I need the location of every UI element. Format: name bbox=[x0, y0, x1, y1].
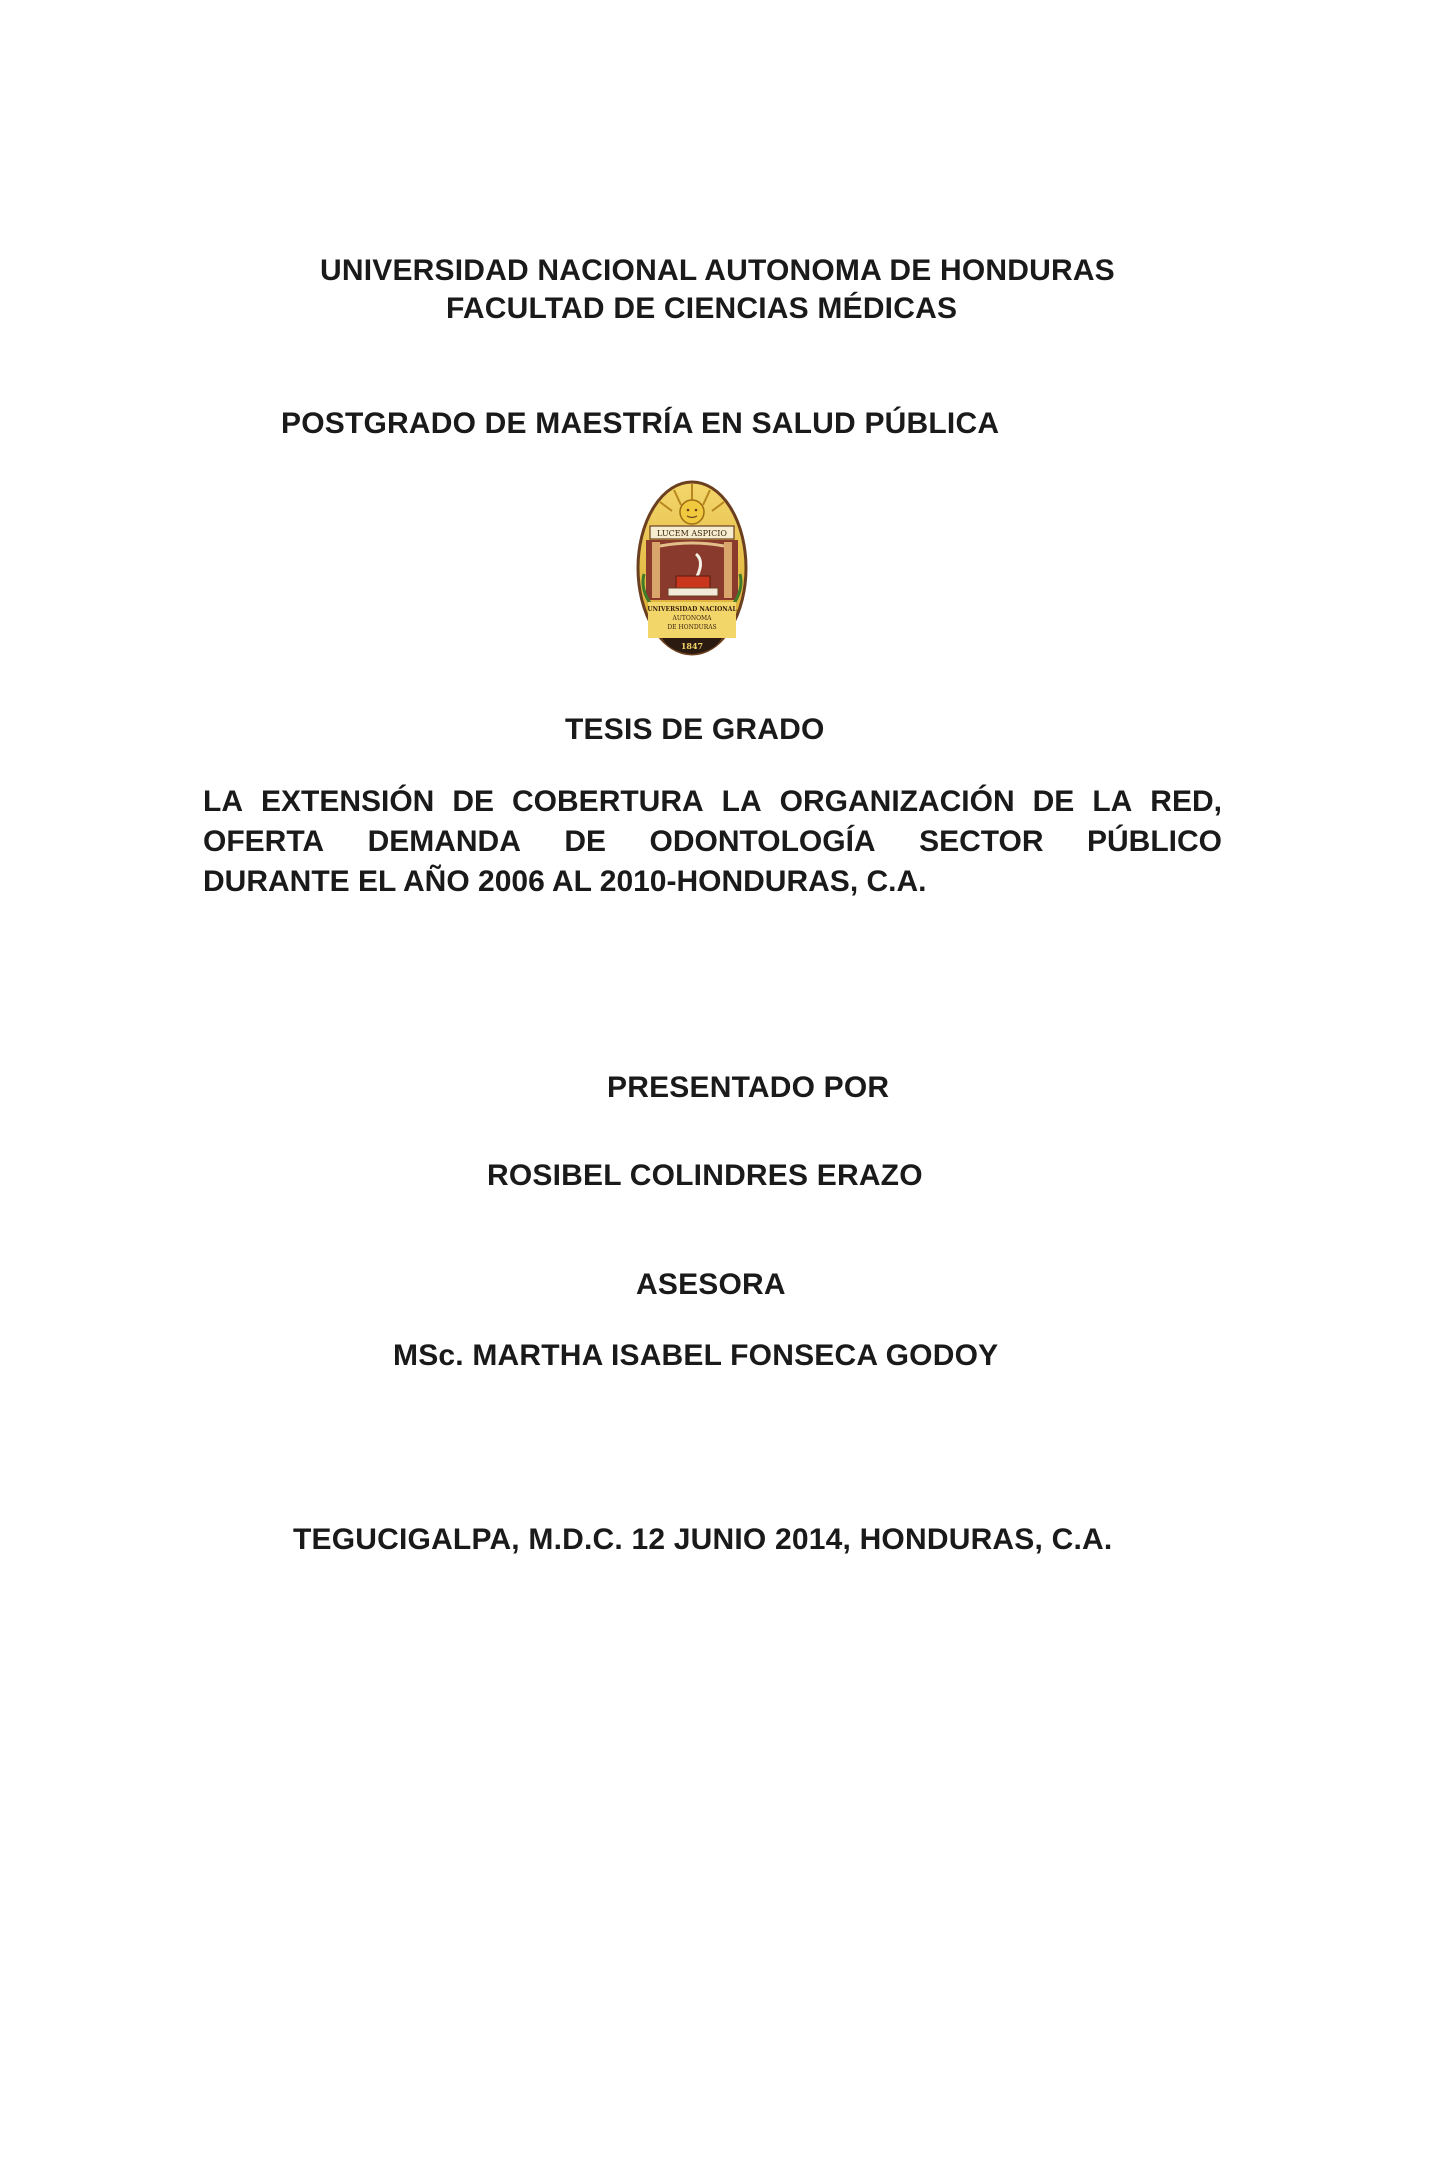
faculty-name: FACULTAD DE CIENCIAS MÉDICAS bbox=[446, 292, 958, 325]
title-word: EXTENSIÓN bbox=[260, 785, 435, 818]
title-word: SECTOR bbox=[919, 825, 1044, 858]
university-name: UNIVERSIDAD NACIONAL AUTONOMA DE HONDURAS bbox=[320, 254, 1115, 287]
seal-name-1: UNIVERSIDAD NACIONAL bbox=[647, 606, 737, 613]
advisor-name: MSc. MARTHA ISABEL FONSECA GODOY bbox=[393, 1339, 999, 1372]
thesis-title-line-3: DURANTE EL AÑO 2006 AL 2010-HONDURAS, C.A. bbox=[203, 865, 927, 898]
title-word: OFERTA bbox=[203, 825, 325, 858]
seal-motto: LUCEM ASPICIO bbox=[657, 529, 727, 538]
title-word: DE bbox=[1032, 785, 1075, 818]
title-word: LA bbox=[203, 785, 243, 818]
title-word: DE bbox=[564, 825, 607, 858]
title-word: ORGANIZACIÓN bbox=[779, 785, 1015, 818]
title-word: RED, bbox=[1150, 785, 1222, 818]
thesis-title-line-2 bbox=[203, 822, 1222, 862]
title-word: PÚBLICO bbox=[1086, 825, 1222, 858]
program-name: POSTGRADO DE MAESTRÍA EN SALUD PÚBLICA bbox=[281, 407, 1000, 440]
thesis-title-line-1 bbox=[203, 782, 1222, 822]
title-word: DEMANDA bbox=[367, 825, 521, 858]
thesis-title bbox=[203, 782, 1222, 902]
title-word: DE bbox=[452, 785, 495, 818]
thesis-label: TESIS DE GRADO bbox=[565, 713, 825, 746]
title-word: LA bbox=[721, 785, 762, 818]
seal-year: 1847 bbox=[680, 641, 704, 651]
author-name: ROSIBEL COLINDRES ERAZO bbox=[487, 1159, 923, 1192]
place-date: TEGUCIGALPA, M.D.C. 12 JUNIO 2014, HONDURAS, C.A. bbox=[293, 1523, 1113, 1556]
title-word: ODONTOLOGÍA bbox=[649, 825, 876, 858]
title-word: LA bbox=[1092, 785, 1133, 818]
title-word: COBERTURA bbox=[512, 785, 704, 818]
seal-name-3: DE HONDURAS bbox=[667, 624, 717, 631]
university-seal-icon bbox=[636, 478, 748, 658]
advisor-label: ASESORA bbox=[636, 1268, 786, 1301]
seal-name-2: AUTONOMA bbox=[672, 615, 712, 622]
presented-by-label: PRESENTADO POR bbox=[607, 1071, 890, 1104]
